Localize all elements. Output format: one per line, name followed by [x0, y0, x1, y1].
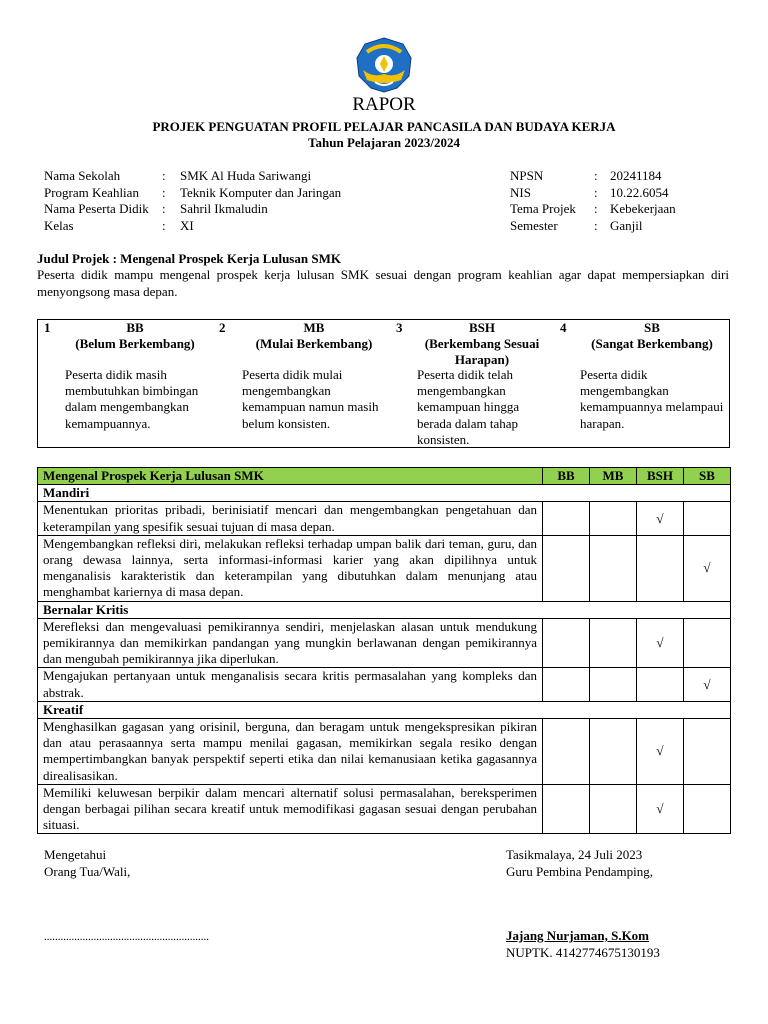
legend-desc-bb: Peserta didik masih membutuhkan bimbingan dalam mengembangkan kemampuannya.	[65, 367, 199, 431]
mark-cell-mb	[590, 668, 637, 701]
legend-heading-bb	[58, 320, 212, 352]
student-info-left	[44, 168, 341, 234]
check-mark-icon: √	[656, 635, 664, 651]
mark-cell-bb	[543, 502, 590, 535]
section-row	[38, 601, 731, 618]
mark-cell-sb	[684, 784, 731, 834]
mark-cell-mb	[590, 784, 637, 834]
legend-code: SB	[644, 320, 660, 335]
info-colon: :	[594, 168, 598, 183]
legend-number: 1	[44, 320, 51, 335]
check-mark-icon: √	[703, 676, 711, 692]
info-colon: :	[162, 168, 166, 183]
mark-cell-bb	[543, 535, 590, 601]
parent-label: Orang Tua/Wali,	[44, 863, 131, 879]
info-row-theme	[510, 201, 676, 218]
info-row-school	[44, 168, 341, 185]
mark-cell-mb	[590, 535, 637, 601]
info-label: Tema Projek	[510, 201, 576, 216]
info-colon: :	[594, 217, 598, 233]
legend-desc-sb: Peserta didik mengembangkan kemampuannya melampaui harapan.	[580, 367, 724, 431]
col-header-bsh: BSH	[637, 468, 684, 485]
mark-cell-bb	[543, 784, 590, 834]
assessment-table	[37, 467, 731, 834]
mark-cell-mb	[590, 502, 637, 535]
mark-cell-mb	[590, 719, 637, 785]
mark-cell-sb	[684, 502, 731, 535]
section-title: Kreatif	[38, 701, 731, 718]
table-row	[38, 784, 731, 834]
table-row	[38, 719, 731, 785]
section-row	[38, 485, 731, 502]
mark-cell-bsh	[637, 618, 684, 668]
info-value: SMK Al Huda Sariwangi	[180, 168, 312, 183]
info-label: NPSN	[510, 168, 544, 183]
table-header-title: Mengenal Prospek Kerja Lulusan SMK	[38, 468, 543, 485]
report-title: RAPOR	[352, 94, 416, 115]
info-row-program	[44, 185, 341, 202]
info-value: 20241184	[610, 168, 662, 183]
acknowledged-label: Mengetahui	[44, 847, 107, 862]
mark-cell-bsh	[637, 668, 684, 701]
mark-cell-bsh	[637, 784, 684, 834]
info-row-nis	[510, 185, 676, 202]
legend-code: BSH	[468, 320, 495, 335]
legend-name: (Mulai Berkembang)	[255, 336, 373, 352]
legend-code: MB	[303, 320, 325, 335]
assessment-legend	[37, 319, 730, 448]
check-mark-icon: √	[703, 560, 711, 576]
table-row	[38, 535, 731, 601]
info-row-npsn	[510, 168, 676, 185]
check-mark-icon: √	[656, 801, 664, 817]
table-header-row	[38, 468, 731, 485]
report-subtitle: PROJEK PENGUATAN PROFIL PELAJAR PANCASILA DAN BUDAYA KERJA	[152, 119, 616, 134]
mark-cell-bb	[543, 618, 590, 668]
legend-heading-sb	[574, 320, 730, 352]
criterion-text: Merefleksi dan mengevaluasi pemikirannya sendiri, menjelaskan alasan untuk mendukung pemikirannya dan memikirkan pandangan yang mungkin berlawanan dengan pemikirannya dan mengubah pemikirannya jika diperlukan.	[38, 618, 543, 668]
mark-cell-bb	[543, 668, 590, 701]
info-colon: :	[162, 217, 166, 233]
section-title: Mandiri	[38, 485, 731, 502]
project-description: Peserta didik mampu mengenal prospek kerja lulusan SMK sesuai dengan program keahlian agar dapat mempersiapkan diri menyongsong masa depan.	[37, 267, 729, 299]
criterion-text: Menghasilkan gagasan yang orisinil, berguna, dan beragam untuk mengekspresikan pikiran dan atau perasaannya serta mampu menilai gagasan, memikirkan segala resiko dengan mempertimbangkan banyak perspektif seperti etika dan nilai kemanusiaan ketika gagasannya direalisasikan.	[38, 719, 543, 785]
legend-heading-bsh	[410, 320, 554, 369]
info-label: NIS	[510, 184, 531, 200]
info-label: Semester	[510, 217, 558, 233]
col-header-mb: MB	[590, 468, 637, 485]
info-value: 10.22.6054	[610, 184, 669, 200]
info-label: Nama Peserta Didik	[44, 201, 149, 216]
criterion-text: Memiliki keluwesan berpikir dalam mencari alternatif solusi permasalahan, bereksperimen dengan berbagai pilihan secara kreatif untuk memodifikasi gagasan sesuai dengan perubahan situasi.	[38, 784, 543, 834]
section-row	[38, 701, 731, 718]
legend-desc-bsh: Peserta didik telah mengembangkan kemampuan hingga berada dalam tahap konsisten.	[417, 367, 520, 447]
info-label: Nama Sekolah	[44, 168, 121, 183]
teacher-name-block	[506, 928, 660, 961]
teacher-role: Guru Pembina Pendamping,	[506, 863, 653, 879]
info-label: Kelas	[44, 217, 74, 233]
info-colon: :	[594, 201, 598, 216]
mark-cell-bsh	[637, 719, 684, 785]
info-value: Ganjil	[610, 217, 643, 233]
mark-cell-sb	[684, 535, 731, 601]
legend-code: BB	[126, 320, 144, 335]
mark-cell-bb	[543, 719, 590, 785]
info-value: Kebekerjaan	[610, 201, 676, 216]
check-mark-icon: √	[656, 510, 664, 526]
info-row-semester	[510, 218, 676, 235]
mark-cell-bsh	[637, 502, 684, 535]
academic-year: Tahun Pelajaran 2023/2024	[308, 135, 460, 150]
col-header-bb: BB	[543, 468, 590, 485]
legend-number: 2	[219, 320, 226, 335]
mark-cell-sb	[684, 719, 731, 785]
table-row	[38, 502, 731, 535]
legend-name: (Sangat Berkembang)	[591, 336, 713, 352]
info-value: XI	[180, 217, 194, 233]
parent-signature-line: ............................................................	[44, 931, 209, 943]
criterion-text: Menentukan prioritas pribadi, berinisiatif mencari dan mengembangkan pengetahuan dan keterampilan yang spesifik sesuai tujuan di masa depan.	[38, 502, 543, 535]
criterion-text: Mengajukan pertanyaan untuk menganalisis secara kritis permasalahan yang kompleks dan abstrak.	[38, 668, 543, 701]
info-row-class	[44, 218, 341, 235]
table-row	[38, 618, 731, 668]
info-colon: :	[162, 201, 166, 216]
teacher-name: Jajang Nurjaman, S.Kom	[506, 928, 650, 943]
teacher-signature-block	[506, 847, 653, 880]
info-value: Teknik Komputer dan Jaringan	[180, 184, 342, 200]
place-date: Tasikmalaya, 24 Juli 2023	[506, 847, 643, 862]
info-colon: :	[594, 184, 598, 200]
tut-wuri-handayani-logo-icon	[353, 36, 415, 94]
legend-desc-mb: Peserta didik mulai mengembangkan kemampuan namun masih belum konsisten.	[242, 367, 379, 431]
legend-number: 4	[560, 320, 567, 335]
parent-signature-block	[44, 847, 130, 880]
mark-cell-sb	[684, 668, 731, 701]
mark-cell-sb	[684, 618, 731, 668]
section-title: Bernalar Kritis	[38, 601, 731, 618]
info-value: Sahril Ikmaludin	[180, 201, 268, 216]
teacher-id: NUPTK. 4142774675130193	[506, 944, 660, 960]
info-colon: :	[162, 184, 166, 200]
legend-name: (Belum Berkembang)	[75, 336, 195, 352]
col-header-sb: SB	[684, 468, 731, 485]
info-row-student-name	[44, 201, 341, 218]
check-mark-icon: √	[656, 743, 664, 759]
legend-name: (Berkembang Sesuai Harapan)	[424, 336, 540, 368]
table-row	[38, 668, 731, 701]
project-title: Judul Projek : Mengenal Prospek Kerja Lulusan SMK	[37, 251, 341, 266]
student-info-right	[510, 168, 676, 234]
criterion-text: Mengembangkan refleksi diri, melakukan refleksi terhadap umpan balik dari teman, guru, dan orang dewasa lainnya, serta informasi-informasi karier yang akan dipilihnya untuk menganalisis karakteristik dan keterampilan yang dibutuhkan dalam menunjang atau menghambat kariernya di masa depan.	[38, 535, 543, 601]
info-label: Program Keahlian	[44, 184, 139, 200]
legend-number: 3	[396, 320, 403, 335]
mark-cell-bsh	[637, 535, 684, 601]
legend-heading-mb	[234, 320, 394, 352]
mark-cell-mb	[590, 618, 637, 668]
